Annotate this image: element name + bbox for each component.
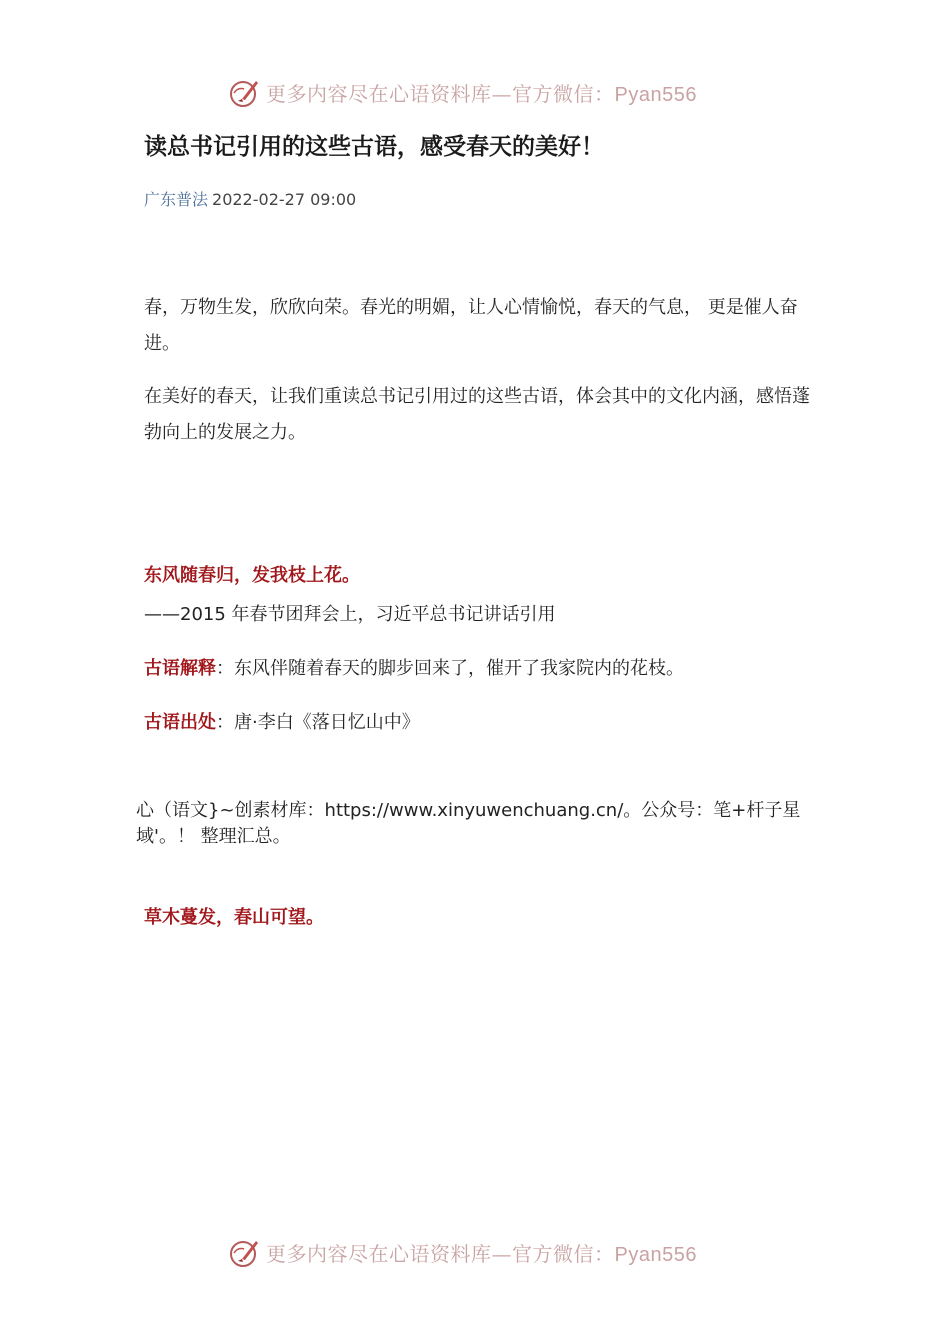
origin-label: 古语出处 <box>144 712 216 733</box>
explanation-label: 古语解释 <box>144 658 216 679</box>
banner-text: 更多内容尽在心语资料库—官方微信：Pyan556 <box>266 1241 697 1266</box>
quote-explanation <box>144 654 684 680</box>
quote-origin <box>144 708 420 734</box>
intro-paragraph-1: 春，万物生发，欣欣向荣。春光的明媚，让人心情愉悦，春天的气息， 更是催人奋进。 <box>144 297 798 354</box>
article-meta <box>144 187 356 210</box>
header-banner <box>228 74 697 110</box>
quote-heading-1: 东风随春归，发我枝上花。 <box>144 565 360 586</box>
article-title: 读总书记引用的这些古语，感受春天的美好！ <box>144 134 604 160</box>
quote-heading-2: 草木蔓发，春山可望。 <box>144 907 324 928</box>
footer-banner <box>228 1234 697 1270</box>
origin-text: ：唐·李白《落日忆山中》 <box>216 712 420 733</box>
source-watermark-text: 心（语文}~创素材库：https://www.xinyuwenchuang.cn/。公众号：笔+杆子星域'。！ 整理汇总。 <box>136 800 801 847</box>
intro-paragraph-2: 在美好的春天，让我们重读总书记引用过的这些古语，体会其中的文化内涵，感悟蓬勃向上的发展之力。 <box>144 386 810 443</box>
banner-text: 更多内容尽在心语资料库—官方微信：Pyan556 <box>266 81 697 106</box>
article-source-link[interactable]: 广东普法 <box>144 190 209 209</box>
article-date: 2022-02-27 09:00 <box>212 190 357 209</box>
quill-pen-logo-icon <box>228 75 262 109</box>
banner-wechat-id: Pyan556 <box>614 83 697 106</box>
quote-attribution: ——2015 年春节团拜会上，习近平总书记讲话引用 <box>144 604 556 625</box>
banner-wechat-id: Pyan556 <box>614 1243 697 1266</box>
quill-pen-logo-icon <box>228 1235 262 1269</box>
explanation-text: ：东风伴随着春天的脚步回来了，催开了我家院内的花枝。 <box>216 658 684 679</box>
